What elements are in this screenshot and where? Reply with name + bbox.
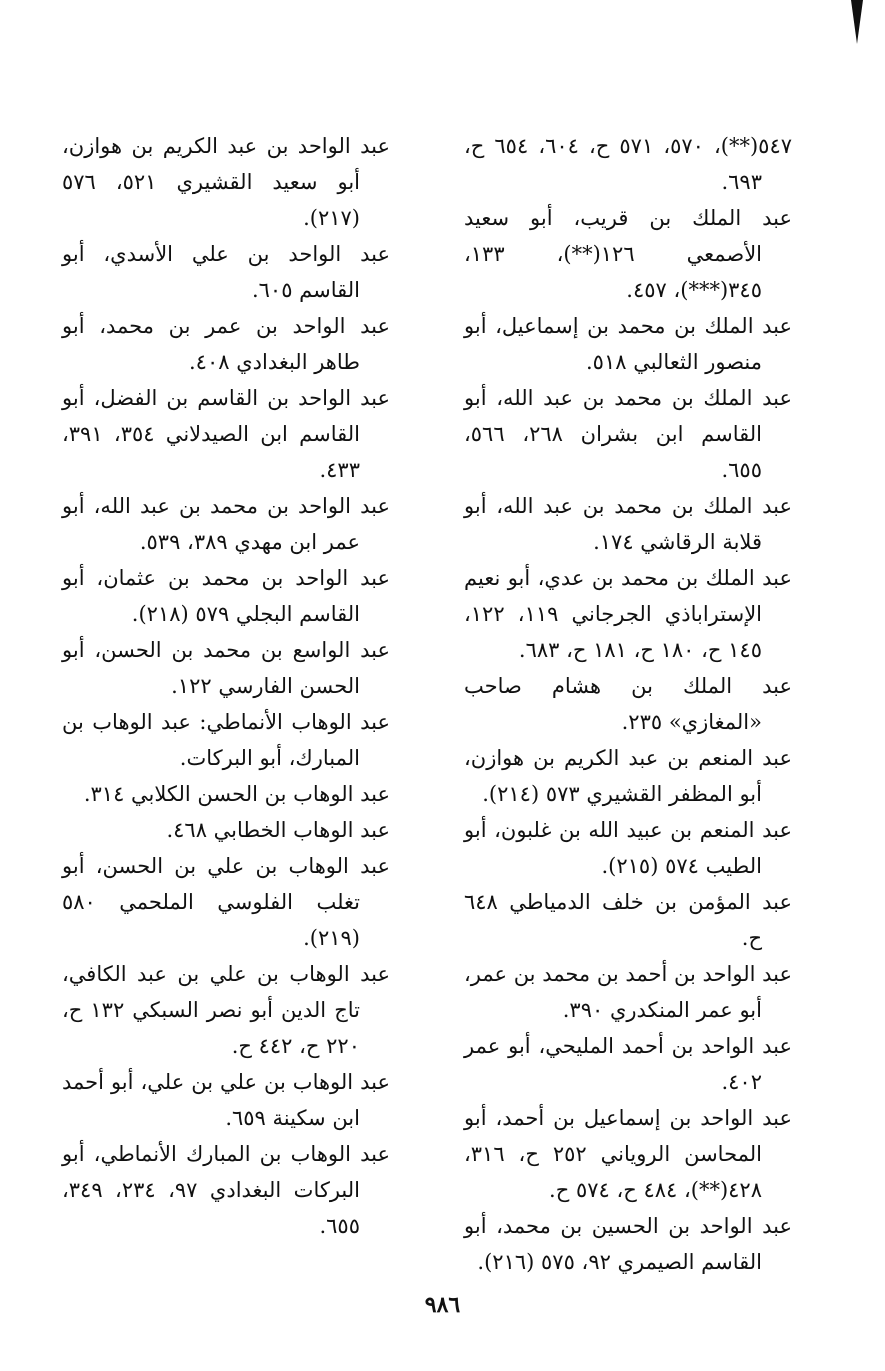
index-entry: عبد الملك بن قريب، أبو سعيد الأصمعي ١٢٦(**)، ١٣٣، ٣٤٥(***)، ٤٥٧.: [464, 206, 792, 302]
index-entry: عبد الواحد بن محمد بن عثمان، أبو القاسم البجلي ٥٧٩ (٢١٨).: [62, 566, 390, 626]
index-entry: عبد الواسع بن محمد بن الحسن، أبو الحسن الفارسي ١٢٢.: [62, 638, 390, 698]
left-column: [62, 128, 390, 1280]
index-entry: عبد الوهاب بن علي بن الحسن، أبو تغلب الفلوسي الملحمي ٥٨٠ (٢١٩).: [62, 854, 390, 950]
index-entry: عبد الواحد بن أحمد بن محمد بن عمر، أبو عمر المنكدري ٣٩٠.: [463, 962, 792, 1022]
index-entry: عبد الوهاب بن علي بن علي، أبو أحمد ابن سكينة ٦٥٩.: [62, 1070, 390, 1130]
index-entry: عبد الوهاب بن الحسن الكلابي ٣١٤.: [83, 782, 390, 806]
index-entry: عبد الواحد بن إسماعيل بن أحمد، أبو المحاسن الروياني ٢٥٢ ح، ٣١٦، ٤٢٨(**)، ٤٨٤ ح، ٥٧٤ ح.: [464, 1106, 792, 1202]
index-entry: عبد الواحد بن القاسم بن الفضل، أبو القاسم ابن الصيدلاني ٣٥٤، ٣٩١، ٤٣٣.: [62, 386, 390, 482]
index-entry: عبد الواحد بن علي الأسدي، أبو القاسم ٦٠٥.: [62, 242, 390, 302]
index-entry: عبد الواحد بن عمر بن محمد، أبو طاهر البغدادي ٤٠٨.: [62, 314, 390, 374]
index-entry: عبد الملك بن هشام صاحب «المغازي» ٢٣٥.: [464, 674, 792, 734]
index-entry: عبد الملك بن محمد بن عبد الله، أبو قلابة الرقاشي ١٧٤.: [464, 494, 792, 554]
index-entry: ٥٤٧(**)، ٥٧٠، ٥٧١ ح، ٦٠٤، ٦٥٤ ح، ٦٩٣.: [464, 134, 793, 194]
index-entry: عبد المنعم بن عبيد الله بن غلبون، أبو الطيب ٥٧٤ (٢١٥).: [464, 818, 792, 878]
index-entry: عبد الواحد بن محمد بن عبد الله، أبو عمر ابن مهدي ٣٨٩، ٥٣٩.: [62, 494, 390, 554]
index-entry: عبد الوهاب الخطابي ٤٦٨.: [166, 818, 390, 842]
index-entry: عبد الواحد بن الحسين بن محمد، أبو القاسم الصيمري ٩٢، ٥٧٥ (٢١٦).: [464, 1214, 792, 1274]
page-number: ٩٨٦: [424, 1292, 461, 1318]
index-entry: عبد الملك بن محمد بن عبد الله، أبو القاسم ابن بشران ٢٦٨، ٥٦٦، ٦٥٥.: [464, 386, 792, 482]
index-entry: عبد الملك بن محمد بن إسماعيل، أبو منصور الثعالبي ٥١٨.: [464, 314, 792, 374]
right-column: [464, 128, 792, 1280]
index-page: [62, 128, 792, 1280]
index-entry: عبد الوهاب الأنماطي: عبد الوهاب بن المبارك، أبو البركات.: [62, 710, 390, 770]
index-entry: عبد الواحد بن عبد الكريم بن هوازن، أبو سعيد القشيري ٥٢١، ٥٧٦ (٢١٧).: [62, 134, 390, 230]
index-entry: عبد الملك بن محمد بن عدي، أبو نعيم الإستراباذي الجرجاني ١١٩، ١٢٢، ١٤٥ ح، ١٨٠ ح، ١٨١ ح، ٦٨٣.: [464, 566, 792, 662]
index-entry: عبد الواحد بن أحمد المليحي، أبو عمر ٤٠٢.: [464, 1034, 792, 1094]
index-entry: عبد الوهاب بن علي بن عبد الكافي، تاج الدين أبو نصر السبكي ١٣٢ ح، ٢٢٠ ح، ٤٤٢ ح.: [62, 962, 390, 1058]
index-columns: [62, 128, 792, 1280]
index-entry: عبد الوهاب بن المبارك الأنماطي، أبو البركات البغدادي ٩٧، ٢٣٤، ٣٤٩، ٦٥٥.: [62, 1142, 390, 1238]
index-entry: عبد المنعم بن عبد الكريم بن هوازن، أبو المظفر القشيري ٥٧٣ (٢١٤).: [464, 746, 792, 806]
corner-tab-mark: [851, 0, 863, 44]
index-entry: عبد المؤمن بن خلف الدمياطي ٦٤٨ ح.: [464, 890, 792, 950]
